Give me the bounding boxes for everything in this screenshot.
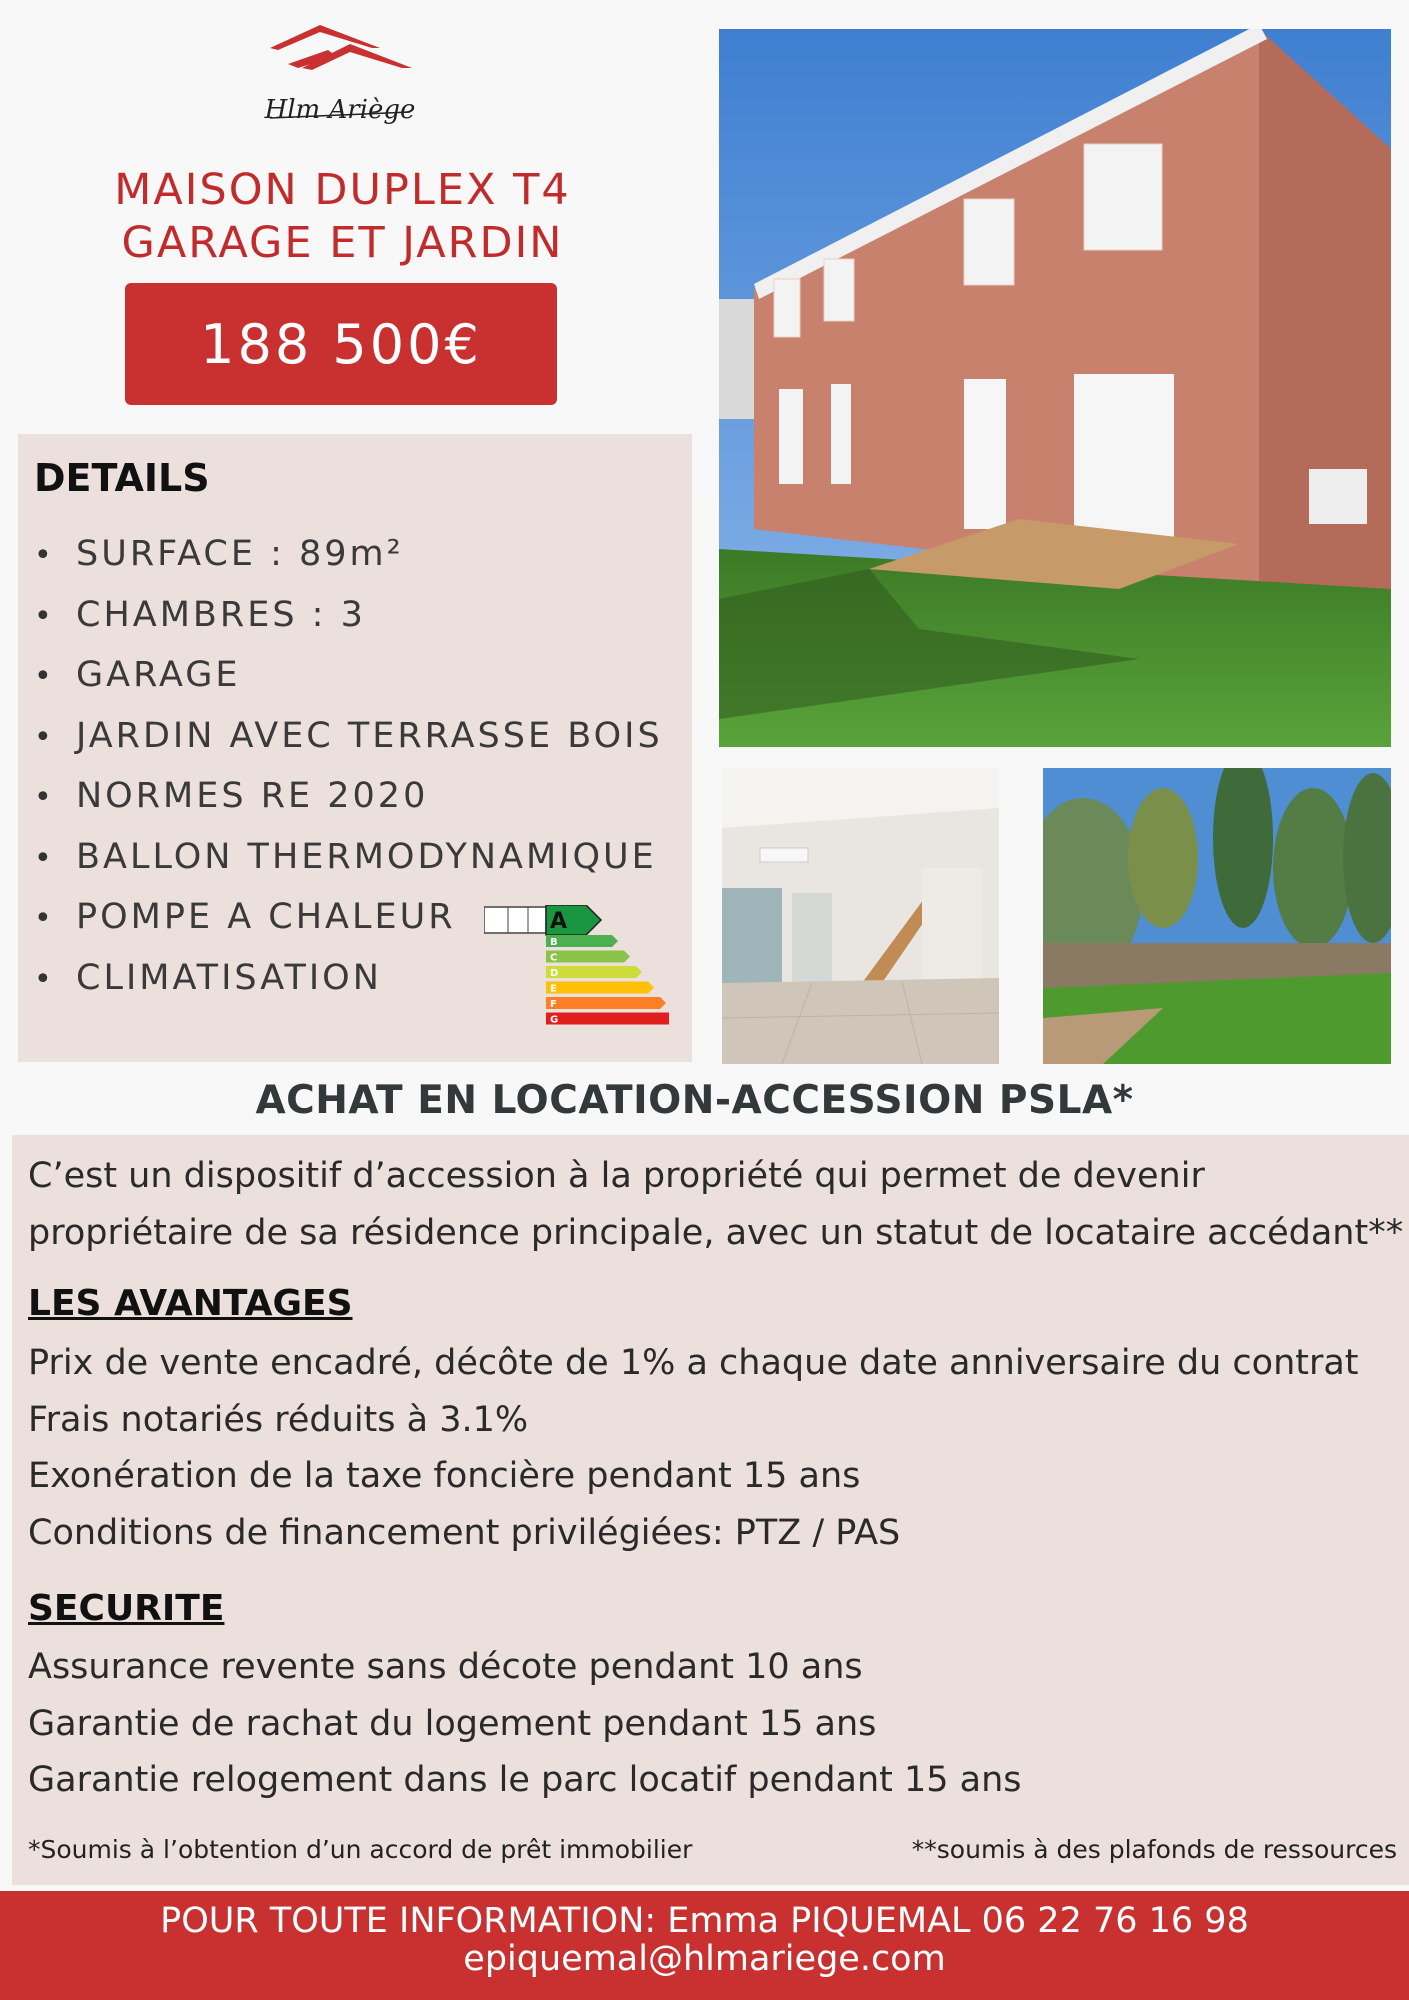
contact-email[interactable]: epiquemal@hlmariege.com — [463, 1939, 946, 1979]
footnote-loan: *Soumis à l’obtention d’un accord de prêt immobilier — [28, 1835, 693, 1864]
details-item: • NORMES RE 2020 — [34, 766, 663, 827]
house-exterior-photo — [719, 29, 1391, 747]
security-item: Assurance revente sans décote pendant 10 ans — [28, 1647, 863, 1687]
energy-class-f-label: F — [550, 999, 557, 1010]
details-item: • GARAGE — [34, 645, 663, 706]
listing-title — [30, 164, 655, 270]
living-room-photo — [722, 768, 999, 1064]
details-item: • CLIMATISATION — [34, 948, 663, 1009]
energy-class-f-bar — [546, 997, 666, 1009]
energy-class-e-bar — [546, 982, 654, 994]
details-heading: DETAILS — [34, 456, 210, 500]
energy-class-g-label: G — [550, 1014, 559, 1026]
hlm-ariege-logo — [240, 20, 440, 140]
contact-bar — [0, 1891, 1409, 2000]
energy-class-d-label: D — [550, 968, 559, 979]
footnote-income: **soumis à des plafonds de ressources — [911, 1835, 1397, 1864]
security-item: Garantie relogement dans le parc locatif pendant 15 ans — [28, 1760, 1022, 1800]
advantage-item: Conditions de financement privilégiées: PTZ / PAS — [28, 1512, 901, 1553]
advantages-heading: LES AVANTAGES — [28, 1283, 353, 1324]
security-list — [28, 1639, 1022, 1809]
security-item: Garantie de rachat du logement pendant 15 ans — [28, 1703, 877, 1744]
advantage-item: Frais notariés réduits à 3.1% — [28, 1399, 529, 1440]
energy-class-e-label: E — [550, 983, 557, 995]
intro-line-1: C’est un dispositif d’accession à la propriété qui permet de devenir — [28, 1156, 1205, 1196]
energy-class-b-label: B — [550, 937, 558, 948]
details-item: • BALLON THERMODYNAMIQUE — [34, 827, 663, 888]
title-line-1: MAISON DUPLEX T4 — [114, 165, 571, 215]
energy-class-c-bar — [546, 951, 630, 963]
details-item: • SURFACE : 89m² — [34, 524, 663, 585]
title-line-2: GARAGE ET JARDIN — [121, 218, 564, 268]
logo-text: Hlm Ariège — [264, 95, 416, 125]
details-item: • JARDIN AVEC TERRASSE BOIS — [34, 706, 663, 767]
energy-class-a-label: A — [550, 909, 568, 934]
advantage-item: Prix de vente encadré, décôte de 1% a chaque date anniversaire du contrat — [28, 1343, 1359, 1383]
advantages-list — [28, 1335, 1359, 1561]
security-heading: SECURITE — [28, 1588, 225, 1629]
contact-info: POUR TOUTE INFORMATION: Emma PIQUEMAL 06 22 76 16 98 — [160, 1901, 1249, 1941]
price-badge: 188 500€ — [125, 283, 557, 405]
energy-class-g-bar — [546, 1013, 669, 1025]
psla-intro — [28, 1148, 1408, 1262]
energy-label — [484, 905, 669, 1041]
energy-class-c-label: C — [550, 952, 558, 964]
psla-info-panel — [12, 1135, 1409, 1885]
energy-class-d-bar — [546, 966, 642, 978]
details-item: • CHAMBRES : 3 — [34, 585, 663, 646]
advantage-item: Exonération de la taxe foncière pendant 15 ans — [28, 1456, 861, 1496]
garden-photo — [1043, 768, 1391, 1064]
details-item: • POMPE A CHALEUR — [34, 887, 663, 948]
psla-heading: ACHAT EN LOCATION-ACCESSION PSLA* — [255, 1078, 1134, 1123]
intro-line-2: propriétaire de sa résidence principale, avec un statut de locataire accédant** — [28, 1213, 1404, 1253]
